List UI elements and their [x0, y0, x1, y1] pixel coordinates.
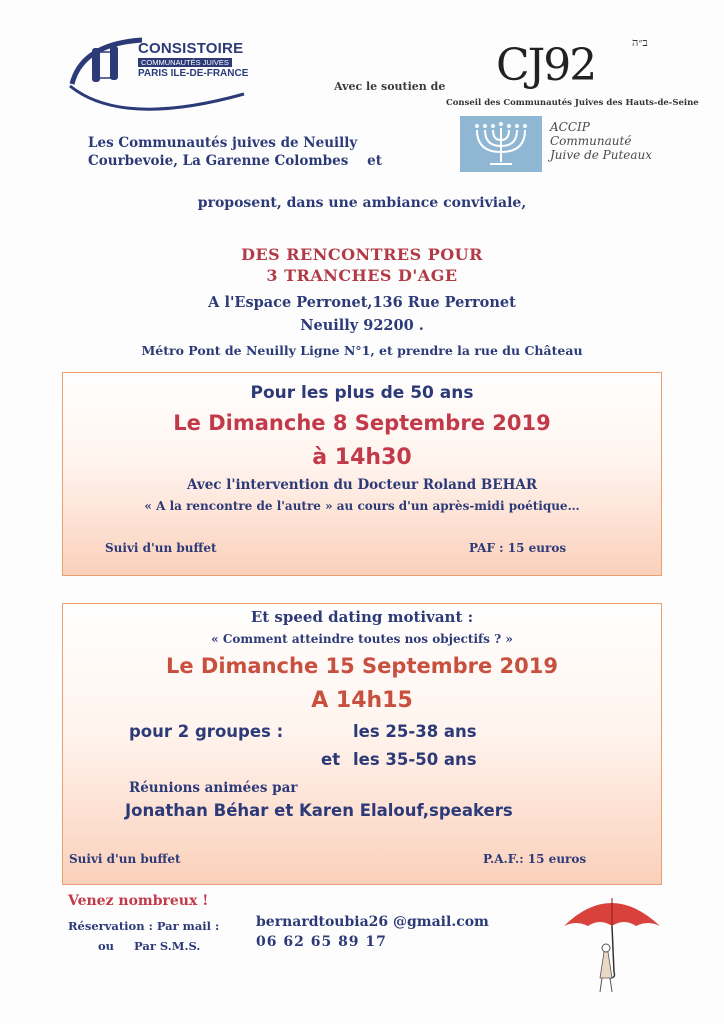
event1-buffet: Suivi d'un buffet	[105, 541, 217, 555]
event2-price: P.A.F.: 15 euros	[483, 852, 587, 866]
reservation-labels	[68, 916, 219, 956]
reservation-email[interactable]: bernardtoubia26 @gmail.com	[256, 914, 489, 930]
cg92-subtitle: Conseil des Communautés Juives des Hauts-de-Seine	[446, 98, 699, 108]
reservation-sms-label: ou Par S.M.S.	[98, 939, 201, 953]
event1-title: Pour les plus de 50 ans	[250, 383, 474, 403]
hebrew-mark: ב״ה	[632, 36, 648, 49]
support-text: Avec le soutien de	[334, 80, 446, 93]
accip-line2: Communauté	[550, 134, 632, 148]
event2-animated-by: Réunions animées par	[129, 780, 298, 796]
metro-directions: Métro Pont de Neuilly Ligne N°1, et prendre la rue du Château	[141, 343, 583, 358]
venez-nombreux: Venez nombreux !	[68, 893, 209, 909]
communities-text	[88, 134, 382, 170]
event2-title: Et speed dating motivant :	[250, 608, 474, 626]
umbrella-illustration	[556, 886, 666, 998]
event1-subtitle: « A la rencontre de l'autre » au cours d'un après-midi poétique…	[144, 499, 580, 513]
event1-date: Le Dimanche 8 Septembre 2019	[173, 411, 551, 435]
propose-text: proposent, dans une ambiance conviviale,	[197, 195, 527, 211]
address-line1: A l'Espace Perronet,136 Rue Perronet	[208, 294, 516, 311]
event2-panel	[62, 603, 662, 885]
cg92-logo: CJ92	[496, 40, 596, 91]
event2-subtitle: « Comment atteindre toutes nos objectifs ? »	[211, 632, 513, 646]
event2-group2: les 35-50 ans	[353, 750, 477, 769]
communities-line1: Les Communautés juives de Neuilly	[88, 135, 358, 151]
event1-panel	[62, 372, 662, 576]
event2-group2-prefix: et	[321, 750, 341, 769]
event2-speakers: Jonathan Béhar et Karen Elalouf,speakers	[125, 801, 513, 820]
headline-line2: 3 TRANCHES D'AGE	[266, 266, 458, 285]
menorah-logo	[460, 116, 542, 172]
event1-price: PAF : 15 euros	[469, 541, 567, 555]
event2-time: A 14h15	[311, 688, 413, 713]
address-line2: Neuilly 92200 .	[300, 317, 424, 334]
reservation-phone[interactable]: 06 62 65 89 17	[256, 934, 387, 950]
reservation-mail-label: Réservation : Par mail :	[68, 919, 220, 933]
consistoire-region: PARIS ILE-DE-FRANCE	[138, 68, 249, 79]
address	[0, 291, 724, 337]
event2-date: Le Dimanche 15 Septembre 2019	[165, 654, 558, 678]
consistoire-name: CONSISTOIRE	[138, 40, 244, 57]
event1-speaker: Avec l'intervention du Docteur Roland BEHAR	[186, 477, 538, 493]
headline-line1: DES RENCONTRES POUR	[241, 245, 483, 264]
accip-text	[550, 120, 652, 162]
consistoire-subtitle: COMMUNAUTÉS JUIVES	[138, 58, 232, 67]
event2-group1: les 25-38 ans	[353, 722, 477, 741]
accip-name: ACCIP	[550, 120, 590, 134]
headline	[0, 244, 724, 286]
event1-time: à 14h30	[312, 445, 412, 470]
communities-line2: Courbevoie, La Garenne Colombes et	[88, 153, 382, 169]
menorah-icon	[460, 116, 542, 172]
event2-groups-label: pour 2 groupes :	[129, 722, 284, 741]
event2-buffet: Suivi d'un buffet	[69, 852, 181, 866]
accip-line3: Juive de Puteaux	[550, 148, 653, 162]
